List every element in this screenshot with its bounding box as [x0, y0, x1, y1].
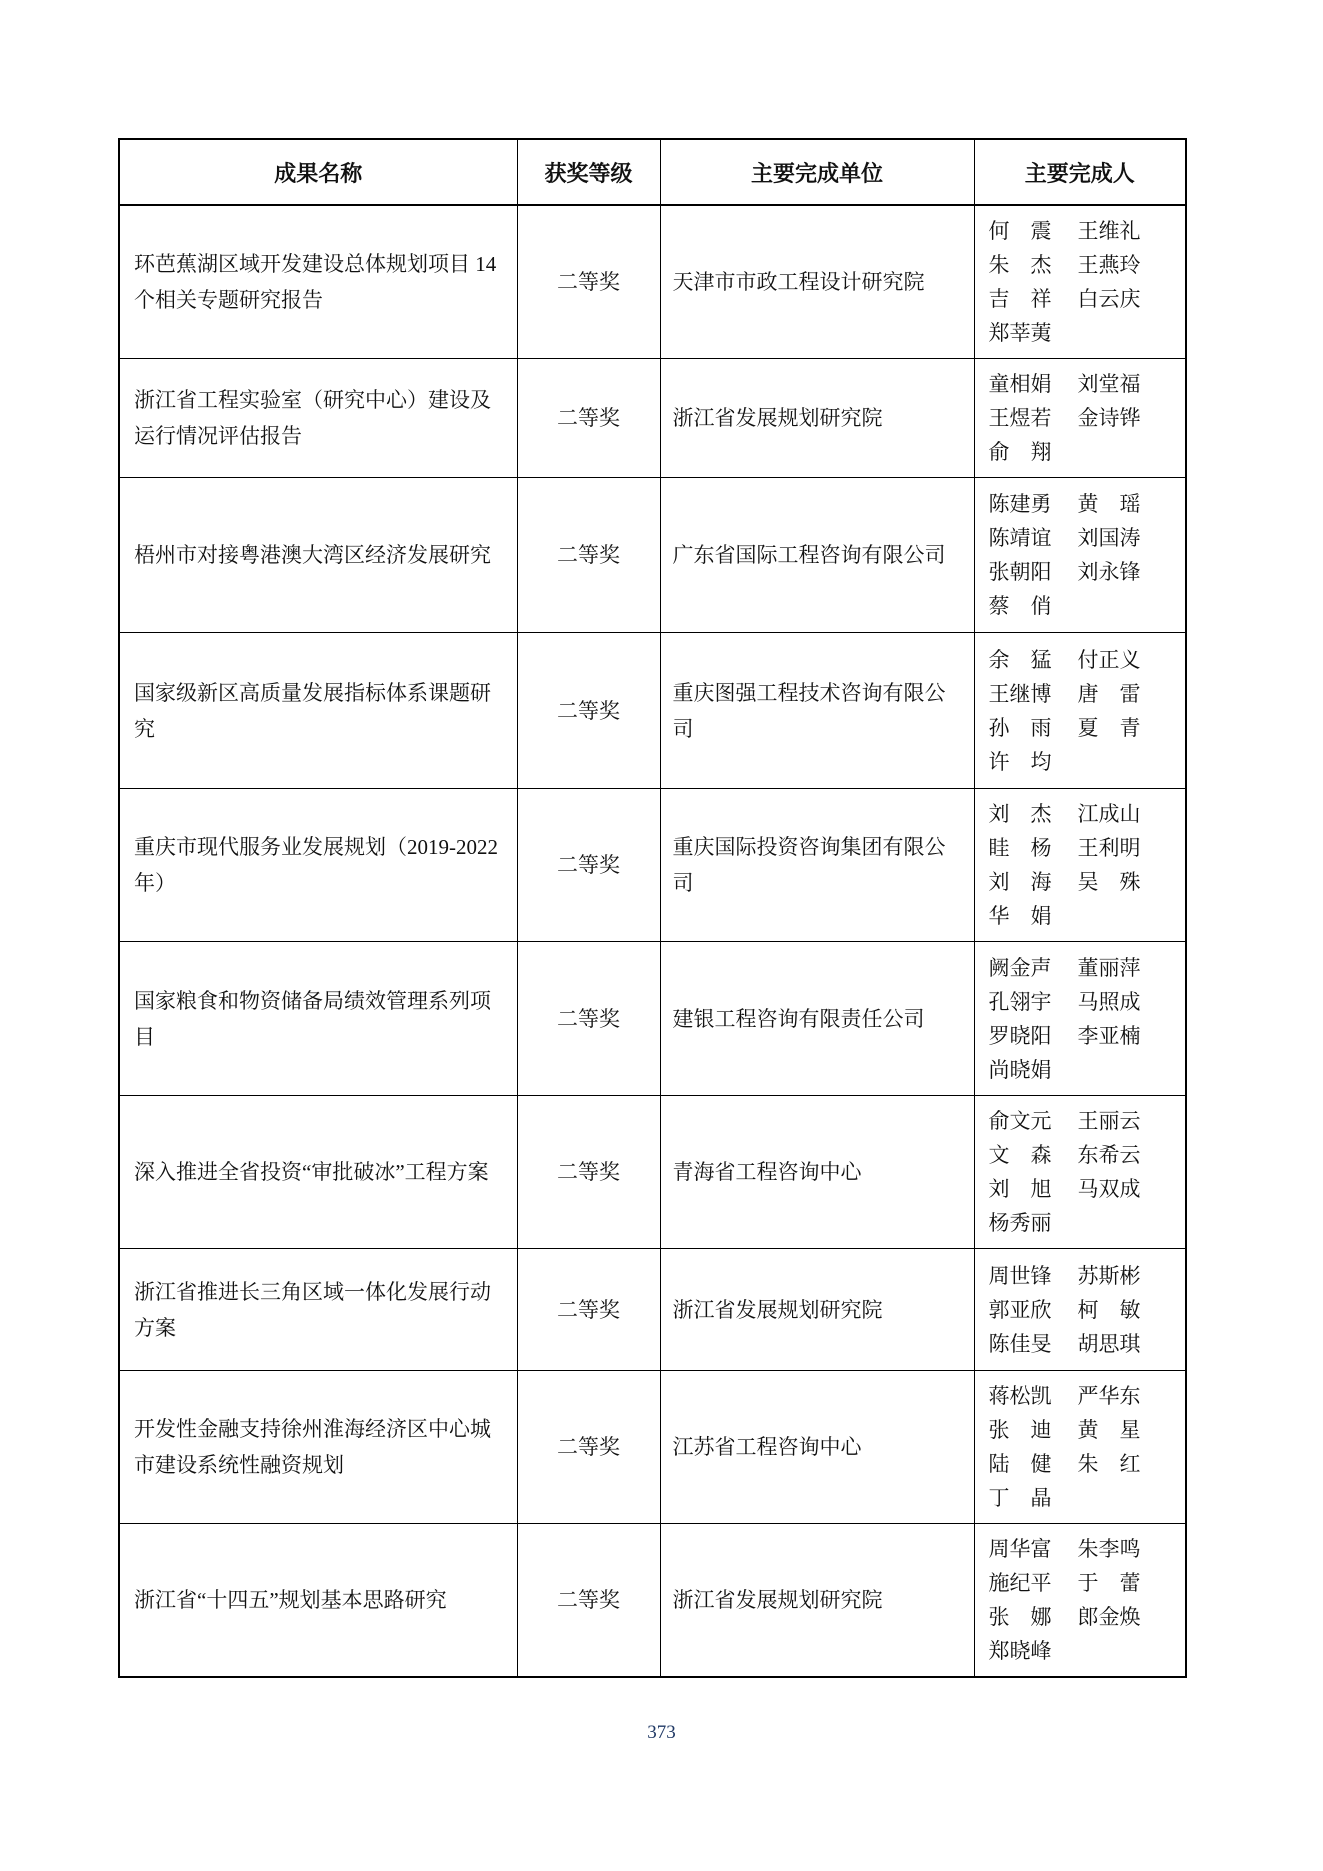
contributor-name: 江成山 [1077, 802, 1141, 826]
table-row [119, 359, 1186, 478]
achievement-name-cell: 深入推进全省投资“审批破冰”工程方案 [119, 1096, 517, 1249]
contributor-name: 严华东 [1077, 1384, 1141, 1408]
contributor-line [989, 589, 1182, 623]
contributor-line [989, 555, 1182, 589]
contributor-name: 金诗铧 [1077, 406, 1141, 430]
contributor-name: 俞文元 [988, 1109, 1052, 1133]
contributors-cell [974, 1249, 1186, 1371]
contributor-name: 张娜 [988, 1605, 1052, 1629]
table-header-row [119, 139, 1186, 205]
contributor-name: 周世锋 [988, 1263, 1052, 1288]
contributors-cell [974, 1371, 1186, 1524]
contributor-name: 唐雷 [1077, 681, 1141, 706]
contributor-name: 刘旭 [988, 1177, 1052, 1201]
col-header-achievement-name: 成果名称 [119, 139, 517, 205]
contributor-name: 童相娟 [988, 372, 1052, 396]
contributor-name: 王继博 [988, 681, 1052, 706]
contributor-line [989, 1138, 1182, 1172]
contributor-line [989, 1293, 1182, 1327]
contributor-name: 郑晓峰 [988, 1639, 1052, 1663]
page-number: 373 [647, 1722, 676, 1743]
contributor-name: 吉祥 [988, 287, 1052, 311]
contributor-name: 余猛 [988, 647, 1052, 672]
contributor-name: 张迪 [988, 1418, 1052, 1442]
contributor-name: 郭亚欣 [988, 1297, 1052, 1322]
contributor-name: 王煜若 [988, 406, 1052, 430]
contributor-name: 王利明 [1077, 836, 1141, 860]
contributor-name: 付正义 [1077, 647, 1141, 672]
contributor-line [989, 1019, 1182, 1053]
contributor-line [989, 1053, 1182, 1087]
contributor-line [989, 521, 1182, 555]
contributor-line [989, 214, 1182, 248]
contributor-name: 苏斯彬 [1077, 1263, 1141, 1288]
contributors-cell [974, 1524, 1186, 1678]
contributor-name: 何震 [988, 219, 1052, 243]
contributor-name: 白云庆 [1077, 287, 1141, 311]
main-unit-cell: 重庆国际投资咨询集团有限公司 [660, 789, 974, 942]
contributor-line [989, 899, 1182, 933]
contributor-name: 郑莘荑 [988, 321, 1052, 345]
contributor-name: 罗晓阳 [988, 1023, 1052, 1048]
contributor-name: 蒋松凯 [988, 1384, 1052, 1408]
main-unit-cell: 建银工程咨询有限责任公司 [660, 942, 974, 1096]
contributor-name: 刘海 [988, 870, 1052, 894]
achievement-name-cell: 梧州市对接粤港澳大湾区经济发展研究 [119, 478, 517, 633]
table-row [119, 1524, 1186, 1678]
contributor-name: 朱红 [1077, 1452, 1141, 1476]
table-row [119, 1096, 1186, 1249]
contributor-name: 眭杨 [988, 836, 1052, 860]
contributor-line [989, 282, 1182, 316]
contributor-name: 黄瑶 [1077, 492, 1141, 516]
contributor-name: 周华富 [988, 1537, 1052, 1561]
contributor-name: 华娟 [988, 904, 1052, 928]
main-unit-cell: 浙江省发展规划研究院 [660, 1524, 974, 1678]
contributor-name: 于蕾 [1077, 1571, 1141, 1595]
contributor-name: 夏青 [1077, 715, 1141, 740]
award-level-cell: 二等奖 [517, 789, 660, 942]
contributor-line [989, 831, 1182, 865]
contributor-name: 陆健 [988, 1452, 1052, 1476]
table-row [119, 789, 1186, 942]
contributor-line [989, 745, 1182, 779]
contributor-name: 阙金声 [988, 955, 1052, 980]
contributor-line [989, 985, 1182, 1019]
contributor-name: 杨秀丽 [988, 1211, 1052, 1235]
contributor-name: 张朝阳 [988, 560, 1052, 584]
contributor-name: 王丽云 [1077, 1109, 1141, 1133]
awards-table [118, 138, 1187, 1678]
contributor-line [989, 1481, 1182, 1515]
contributor-line [989, 1327, 1182, 1361]
contributor-line [989, 1379, 1182, 1413]
award-level-cell: 二等奖 [517, 1096, 660, 1249]
contributor-line [989, 248, 1182, 282]
table-row [119, 1371, 1186, 1524]
contributor-line [989, 1172, 1182, 1206]
contributor-name: 俞翔 [988, 440, 1052, 464]
contributor-line [989, 1259, 1182, 1293]
contributor-line [989, 1566, 1182, 1600]
contributor-line [989, 1634, 1182, 1668]
contributor-name: 朱李鸣 [1077, 1537, 1141, 1561]
award-level-cell: 二等奖 [517, 359, 660, 478]
contributor-name: 董丽萍 [1077, 955, 1141, 980]
contributor-name: 孙雨 [988, 715, 1052, 740]
contributor-name: 陈佳旻 [988, 1331, 1052, 1356]
contributor-line [989, 677, 1182, 711]
main-unit-cell: 重庆图强工程技术咨询有限公司 [660, 633, 974, 789]
main-unit-cell: 青海省工程咨询中心 [660, 1096, 974, 1249]
contributors-cell [974, 478, 1186, 633]
contributor-line [989, 711, 1182, 745]
contributor-name: 文森 [988, 1143, 1052, 1167]
contributor-name: 吴殊 [1077, 870, 1141, 894]
contributor-line [989, 487, 1182, 521]
contributor-name: 蔡俏 [988, 594, 1052, 618]
contributor-name: 王燕玲 [1077, 253, 1141, 277]
achievement-name-cell: 浙江省推进长三角区域一体化发展行动方案 [119, 1249, 517, 1371]
contributor-name: 许均 [988, 749, 1052, 774]
contributor-line [989, 1206, 1182, 1240]
col-header-main-contributors: 主要完成人 [974, 139, 1186, 205]
contributor-line [989, 1447, 1182, 1481]
contributor-name: 胡思琪 [1077, 1331, 1141, 1356]
contributor-name: 陈靖谊 [988, 526, 1052, 550]
contributor-line [989, 316, 1182, 350]
contributor-name: 尚晓娟 [988, 1057, 1052, 1082]
contributors-cell [974, 205, 1186, 359]
contributor-name: 施纪平 [988, 1571, 1052, 1595]
contributor-name: 刘国涛 [1077, 526, 1141, 550]
main-unit-cell: 江苏省工程咨询中心 [660, 1371, 974, 1524]
contributors-cell [974, 1096, 1186, 1249]
contributor-name: 孔翎宇 [988, 989, 1052, 1014]
main-unit-cell: 天津市市政工程设计研究院 [660, 205, 974, 359]
achievement-name-cell: 重庆市现代服务业发展规划（2019-2022 年） [119, 789, 517, 942]
achievement-name-cell: 国家粮食和物资储备局绩效管理系列项目 [119, 942, 517, 1096]
award-level-cell: 二等奖 [517, 633, 660, 789]
achievement-name-cell: 浙江省“十四五”规划基本思路研究 [119, 1524, 517, 1678]
contributors-cell [974, 942, 1186, 1096]
contributor-name: 刘堂福 [1077, 372, 1141, 396]
contributor-line [989, 643, 1182, 677]
award-level-cell: 二等奖 [517, 478, 660, 633]
award-level-cell: 二等奖 [517, 1249, 660, 1371]
main-unit-cell: 浙江省发展规划研究院 [660, 1249, 974, 1371]
table-row [119, 633, 1186, 789]
table-row [119, 1249, 1186, 1371]
award-level-cell: 二等奖 [517, 205, 660, 359]
contributor-line [989, 401, 1182, 435]
contributor-line [989, 1104, 1182, 1138]
contributor-name: 陈建勇 [988, 492, 1052, 516]
main-unit-cell: 广东省国际工程咨询有限公司 [660, 478, 974, 633]
contributor-line [989, 435, 1182, 469]
contributor-name: 马双成 [1077, 1177, 1141, 1201]
table-row [119, 478, 1186, 633]
contributor-name: 黄星 [1077, 1418, 1141, 1442]
contributor-line [989, 1413, 1182, 1447]
contributor-name: 马照成 [1077, 989, 1141, 1014]
table-row [119, 205, 1186, 359]
table-row [119, 942, 1186, 1096]
achievement-name-cell: 环芭蕉湖区域开发建设总体规划项目 14 个相关专题研究报告 [119, 205, 517, 359]
achievement-name-cell: 开发性金融支持徐州淮海经济区中心城市建设系统性融资规划 [119, 1371, 517, 1524]
contributor-name: 朱杰 [988, 253, 1052, 277]
contributor-line [989, 865, 1182, 899]
main-unit-cell: 浙江省发展规划研究院 [660, 359, 974, 478]
contributor-line [989, 1600, 1182, 1634]
contributor-name: 刘杰 [988, 802, 1052, 826]
award-level-cell: 二等奖 [517, 1371, 660, 1524]
contributor-name: 东希云 [1077, 1143, 1141, 1167]
contributor-line [989, 1532, 1182, 1566]
contributor-name: 柯敏 [1077, 1297, 1141, 1322]
achievement-name-cell: 浙江省工程实验室（研究中心）建设及运行情况评估报告 [119, 359, 517, 478]
contributor-name: 刘永锋 [1077, 560, 1141, 584]
contributors-cell [974, 633, 1186, 789]
award-level-cell: 二等奖 [517, 1524, 660, 1678]
contributor-name: 李亚楠 [1077, 1023, 1141, 1048]
achievement-name-cell: 国家级新区高质量发展指标体系课题研究 [119, 633, 517, 789]
contributor-name: 丁晶 [988, 1486, 1052, 1510]
contributors-cell [974, 359, 1186, 478]
award-level-cell: 二等奖 [517, 942, 660, 1096]
contributor-line [989, 951, 1182, 985]
col-header-main-unit: 主要完成单位 [660, 139, 974, 205]
contributors-cell [974, 789, 1186, 942]
col-header-award-level: 获奖等级 [517, 139, 660, 205]
contributor-line [989, 797, 1182, 831]
contributor-line [989, 367, 1182, 401]
contributor-name: 郎金焕 [1077, 1605, 1141, 1629]
contributor-name: 王维礼 [1077, 219, 1141, 243]
